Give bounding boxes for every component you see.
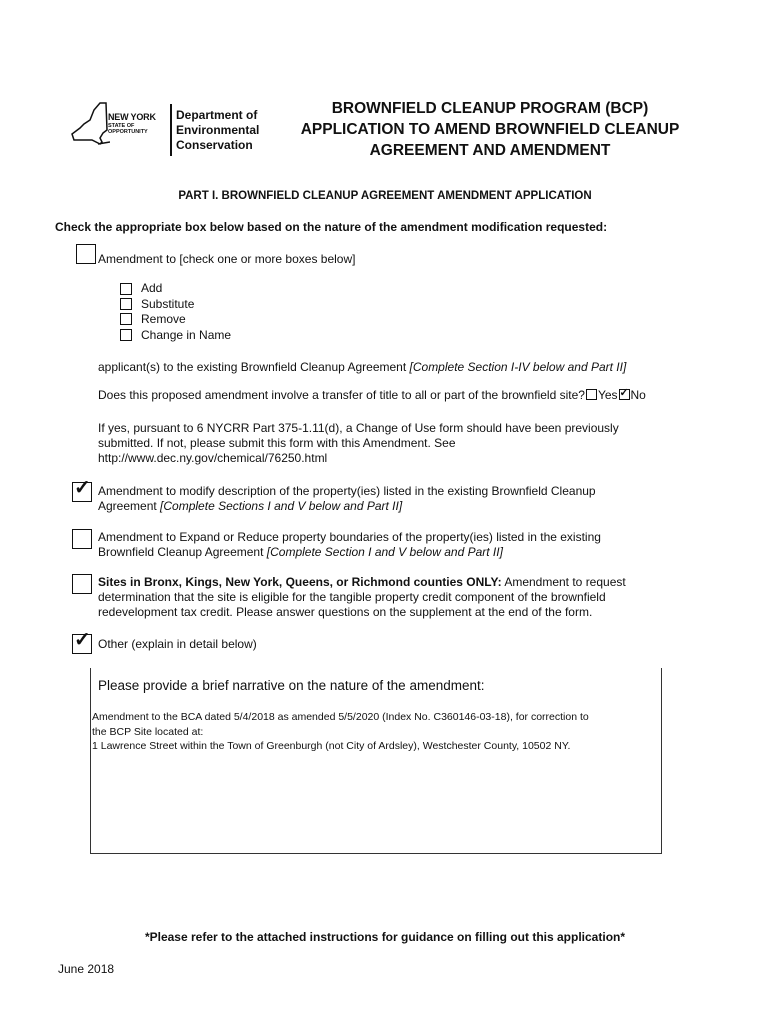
other-label: Other (explain in detail below) (98, 637, 257, 651)
footnote: *Please refer to the attached instructions for guidance on filling out this application* (144, 930, 626, 944)
transfer-question: Does this proposed amendment involve a transfer of title to all or part of the brownfield site? Yes ✓ No (98, 387, 646, 402)
logo-divider (170, 104, 172, 156)
remove-label: Remove (141, 312, 186, 326)
if-yes-text: If yes, pursuant to 6 NYCRR Part 375-1.11(d), a Change of Use form should have been previously submitted. If not, please submit this form with this Amendment. See http://www.dec.ny.gov/chemical/76250.html (98, 421, 619, 465)
change-in-name-checkbox[interactable] (120, 329, 132, 341)
nys-dec-logo (70, 100, 270, 160)
substitute-label: Substitute (141, 297, 195, 311)
document-title: BROWNFIELD CLEANUP PROGRAM (BCP) APPLICATION TO AMEND BROWNFIELD CLEANUP AGREEMENT AND AMENDMENT (300, 100, 680, 159)
transfer-yes-checkbox[interactable] (586, 389, 597, 400)
instructions: Check the appropriate box below based on the nature of the amendment modification requested: (55, 220, 608, 234)
add-label: Add (141, 281, 163, 295)
amendment-to-label: Amendment to [check one or more boxes below] (98, 252, 356, 266)
other-checkbox[interactable] (72, 629, 92, 654)
add-checkbox[interactable] (120, 283, 132, 295)
narrative-box[interactable] (90, 668, 662, 854)
ny-logo-subtext: STATE OF OPPORTUNITY (108, 123, 148, 135)
expand-reduce-label: Amendment to Expand or Reduce property boundaries of the property(ies) listed in the existing Brownfield Cleanup Agreement [Complete Section I and V below and Part II] (98, 530, 601, 559)
checkmark-icon: ✓ (619, 387, 629, 399)
applicants-text: applicant(s) to the existing Brownfield Cleanup Agreement [Complete Section I-IV below and Part II] (98, 360, 627, 374)
transfer-no-checkbox[interactable] (619, 389, 630, 400)
ny-state-outline-icon (70, 100, 110, 155)
dept-name: Department of Environmental Conservation (176, 108, 260, 152)
amendment-to-checkbox[interactable] (76, 244, 96, 264)
part-title: PART I. BROWNFIELD CLEANUP AGREEMENT AMENDMENT APPLICATION (178, 190, 592, 202)
narrative-title: Please provide a brief narrative on the nature of the amendment: (98, 678, 485, 693)
checkmark-icon: ✓ (74, 629, 91, 651)
form-date: June 2018 (58, 962, 115, 976)
nyc-sites-label: Sites in Bronx, Kings, New York, Queens, or Richmond counties ONLY: Amendment to request determination that the site is eligible for the tangible property credit component of the brownfield redevelopment tax credit. Please answer questions on the supplement at the end of the form. (98, 575, 626, 619)
substitute-checkbox[interactable] (120, 298, 132, 310)
modify-description-checkbox[interactable] (72, 477, 92, 502)
remove-checkbox[interactable] (120, 313, 132, 325)
change-in-name-label: Change in Name (141, 328, 232, 342)
narrative-text[interactable]: Amendment to the BCA dated 5/4/2018 as amended 5/5/2020 (Index No. C360146-03-18), for correction to the BCP Site located at: 1 Lawrence Street within the Town of Greenburgh (not City of Ardsley), Westchester County, 10502 NY. (92, 711, 589, 752)
ny-logo-text: NEW YORK (108, 112, 156, 122)
change-of-use-link[interactable]: http://www.dec.ny.gov/chemical/76250.html (98, 451, 328, 465)
checkmark-icon: ✓ (74, 477, 91, 499)
nyc-sites-checkbox[interactable] (72, 574, 92, 594)
modify-description-label: Amendment to modify description of the property(ies) listed in the existing Brownfield Cleanup Agreement [Complete Sections I and V below and Part II] (98, 484, 596, 513)
expand-reduce-checkbox[interactable] (72, 529, 92, 549)
